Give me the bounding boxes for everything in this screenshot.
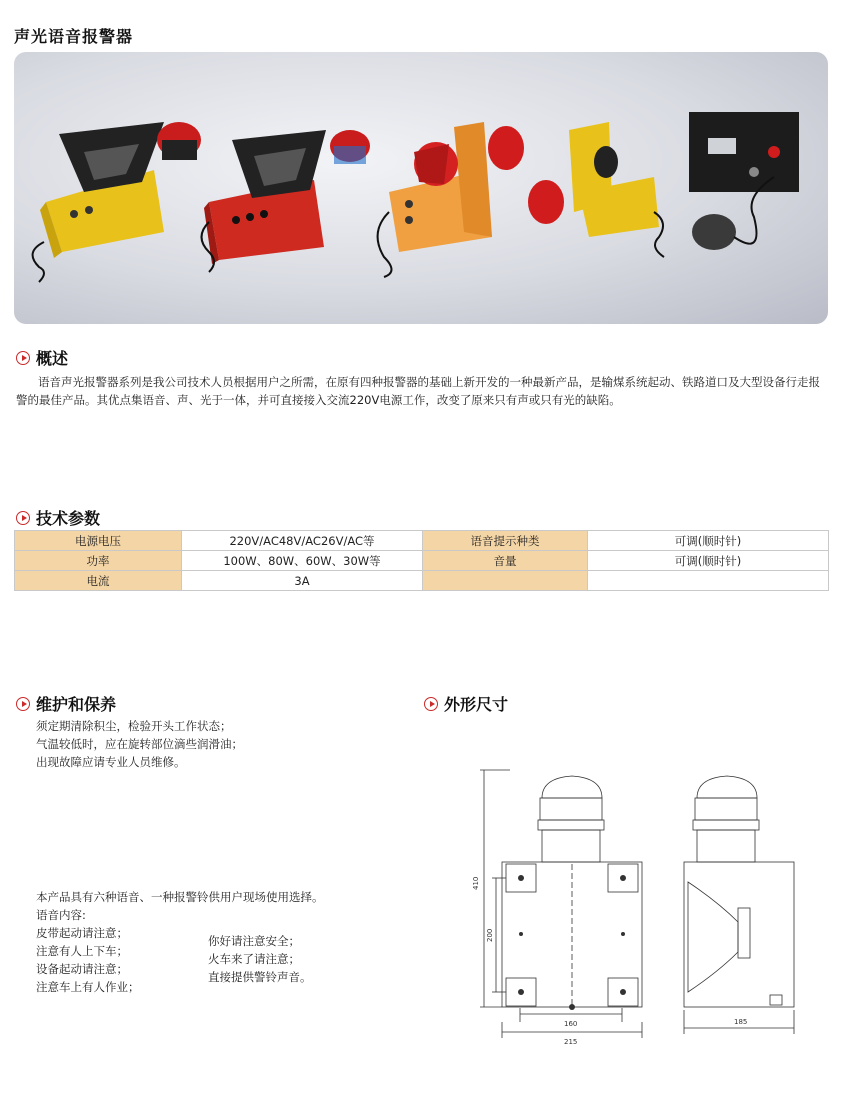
product-photo [14, 52, 828, 324]
spec-value: 100W、80W、60W、30W等 [182, 551, 423, 571]
spec-value: 220V/AC48V/AC26V/AC等 [182, 531, 423, 551]
play-bullet-icon [424, 697, 438, 711]
spec-key: 功率 [15, 551, 182, 571]
voices-col2 [208, 932, 312, 986]
dimensions-heading [424, 692, 508, 715]
table-row [15, 571, 829, 591]
spec-value: 3A [182, 571, 423, 591]
list-item: 皮带起动请注意； [36, 926, 128, 940]
dim-label-215: 215 [564, 1038, 578, 1046]
page-title: 声光语音报警器 [14, 27, 134, 46]
spec-value [588, 571, 829, 591]
list-item: 注意有人上下车； [36, 944, 128, 958]
dim-label-410: 410 [472, 876, 480, 890]
control-box-image [689, 112, 799, 250]
list-item: 出现故障应请专业人员维修。 [36, 755, 186, 769]
alarm-orange-horn-image [378, 122, 524, 277]
spec-value: 可调(顺时针) [588, 551, 829, 571]
spec-key [423, 571, 588, 591]
play-bullet-icon [16, 511, 30, 525]
dim-label-185: 185 [734, 1018, 748, 1026]
spec-key: 音量 [423, 551, 588, 571]
maintenance-heading-text: 维护和保养 [36, 695, 117, 714]
list-item: 直接提供警铃声音。 [208, 970, 312, 984]
dim-label-200: 200 [486, 928, 494, 942]
list-item: 气温较低时，应在旋转部位滴些润滑油； [36, 737, 243, 751]
table-row [15, 531, 829, 551]
voices-intro: 本产品具有六种语音、一种报警铃供用户现场使用选择。 [36, 890, 324, 904]
alarm-yellow-beacon-image [528, 122, 664, 257]
overview-text: 语音声光报警器系列是我公司技术人员根据用户之所需，在原有四种报警器的基础上新开发的一种最新产品，是输煤系统起动、铁路道口及大型设备行走报警的最佳产品。其优点集语音、声、光于一体，并可直接接入交流220V电源工作，改变了原来只有声或只有光的缺陷。 [16, 375, 820, 407]
tech-heading [16, 506, 100, 529]
overview-heading [16, 346, 68, 369]
spec-table [14, 530, 829, 591]
spec-value: 可调(顺时针) [588, 531, 829, 551]
spec-key: 电流 [15, 571, 182, 591]
list-item: 设备起动请注意； [36, 962, 128, 976]
overview-heading-text: 概述 [36, 349, 69, 368]
list-item: 火车来了请注意； [208, 952, 300, 966]
alarm-red-horn-image [202, 130, 371, 272]
alarm-yellow-horn-image [33, 122, 201, 282]
play-bullet-icon [16, 697, 30, 711]
list-item: 你好请注意安全； [208, 934, 300, 948]
tech-heading-text: 技术参数 [36, 509, 101, 528]
spec-key: 电源电压 [15, 531, 182, 551]
maintenance-list [36, 717, 243, 771]
table-row [15, 551, 829, 571]
list-item: 注意车上有人作业； [36, 980, 140, 994]
play-bullet-icon [16, 351, 30, 365]
dim-label-160: 160 [564, 1020, 578, 1028]
list-item: 须定期清除积尘，检验开头工作状态； [36, 719, 232, 733]
spec-key: 语音提示种类 [423, 531, 588, 551]
voices-label: 语音内容: [36, 908, 86, 922]
maintenance-heading [16, 692, 116, 715]
dimensions-heading-text: 外形尺寸 [444, 695, 509, 714]
dimension-drawing [470, 760, 840, 1050]
